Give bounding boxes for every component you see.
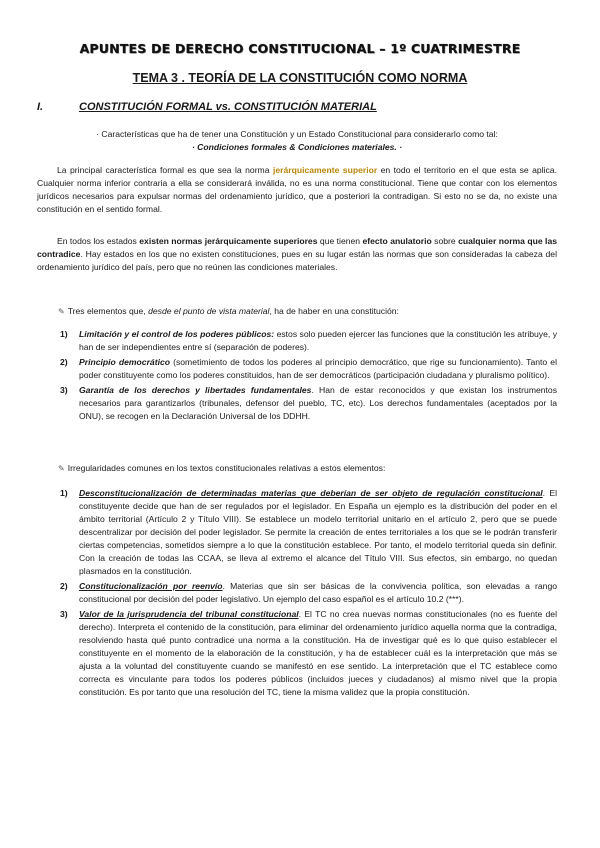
list-item: 3) Garantía de los derechos y libertades fundamentales. Han de estar reconocidos y que existan los instrumentos necesarios para garantizarlos (tribunales, defensor del pueblo, TC, etc). Los derechos fundamentales (aceptados por la ONU), se recogen en la Declaración Universal de los DDHH.	[60, 385, 557, 421]
section-title: CONSTITUCIÓN FORMAL vs. CONSTITUCIÓN MATERIAL	[79, 101, 377, 113]
intro-line-1: · Características que ha de tener una Constitución y un Estado Constitucional para considerarlo como tal:	[96, 129, 498, 139]
list-material-elements	[60, 328, 557, 423]
list-item: 1) Desconstitucionalización de determinadas materias que deberían de ser objeto de regulación constitucional. El constituyente decide que han de ser regulados por el legislador. En España un ejemplo es la distribución del poder en el ámbito territorial (Artículo 2 y Título VIII). Se establece un modelo territorial unitario en el artículo 2, pero que se puede descentralizar por decisión del poder legislador. Se permite la creación de entes territoriales a los que se le podrán transferir ciertas competencias, sometidos siempre a lo que la constitución establece. Por tanto, el modelo territorial queda sin definir. Con la creación de todas las CCAA, se lleva al extremo el alcance del Título VIII. Sus efectos, sin embargo, no quedan plasmados en la constitución.	[60, 488, 558, 576]
list-item: 1) Limitación y el control de los poderes públicos: estos solo pueden ejercer las funciones que la constitución les atribuye, y han de ser independientes entre sí (separación de poderes).	[60, 329, 558, 352]
highlight-term: jerárquicamente superior	[272, 165, 378, 175]
pencil-icon: ✎	[58, 307, 65, 316]
section-heading	[37, 101, 377, 113]
pencil-icon: ✎	[58, 464, 65, 473]
list-item: 2) Principio democrático (sometimiento de todos los poderes al principio democrático, que rige su funcionamiento). Tanto el poder constituyente como los poderes constituidos, han de ser democráticos (participación ciudadana y pluralismo político).	[60, 357, 557, 380]
document-header: APUNTES DE DERECHO CONSTITUCIONAL – 1º CUATRIMESTRE	[79, 41, 521, 56]
paragraph-1: La principal característica formal es que sea la norma jerárquicamente superior en todo el territorio en el que esta se aplica. Cualquier norma inferior contraria a ella se considerará inválida, no es una norma constitucional. Tiene que contar con los elementos jurídicos necesarios para expulsar normas del ordenamiento jurídico, que a posteriori la contradigan. Si esto no se da, no existe una constitución en el sentido formal.	[37, 165, 557, 214]
bullet-irregularities: ✎ Irregularidades comunes en los textos constitucionales relativas a estos elementos:	[58, 463, 386, 473]
intro-line-2: · Condiciones formales & Condiciones materiales. ·	[191, 142, 403, 152]
list-item: 2) Constitucionalización por reenvío. Materias que sin ser básicas de la convivencia política, son elevadas a rango constitucional por decisión del poder legislativo. Un ejemplo del caso español es el artículo 10.2 (***).	[60, 581, 558, 604]
bullet-elements: ✎ Tres elementos que, desde el punto de vista material, ha de haber en una constitución:	[58, 306, 399, 316]
section-number: I.	[37, 101, 44, 113]
page-title: TEMA 3 . TEORÍA DE LA CONSTITUCIÓN COMO NORMA	[132, 71, 468, 85]
list-irregularities	[60, 487, 557, 699]
list-item: 3) Valor de la jurisprudencia del tribunal constitucional. El TC no crea nuevas normas constitucionales (no es fuente del derecho). Interpreta el contenido de la constitución, para eliminar del ordenamiento jurídico aquella norma que la contradiga, resolviendo hasta qué punto contradice una norma a la constitución. Ha de investigar qué es lo que quiso establecer el constituyente en el momento de la elaboración de la constitución, y ha de establecer cuál es la interpretación que más se ajusta a la voluntad del constituyente cuando se manifestó en ese sentido. La interpretación que el TC establece como correcta es vinculante para todos los poderes públicos (incluidos jueces y ciudadanos) al mismo nivel que la propia constitución. Es por tanto que una resolución del TC, tiene la misma validez que la propia constitución.	[60, 609, 557, 697]
paragraph-2: En todos los estados existen normas jerárquicamente superiores que tienen efecto anulatorio sobre cualquier norma que las contradice. Hay estados en los que no existen constituciones, pues en su lugar están las normas que son consideradas la cabeza del ordenamiento jurídico del país, pero que no reúnen las condiciones materiales.	[37, 236, 558, 272]
